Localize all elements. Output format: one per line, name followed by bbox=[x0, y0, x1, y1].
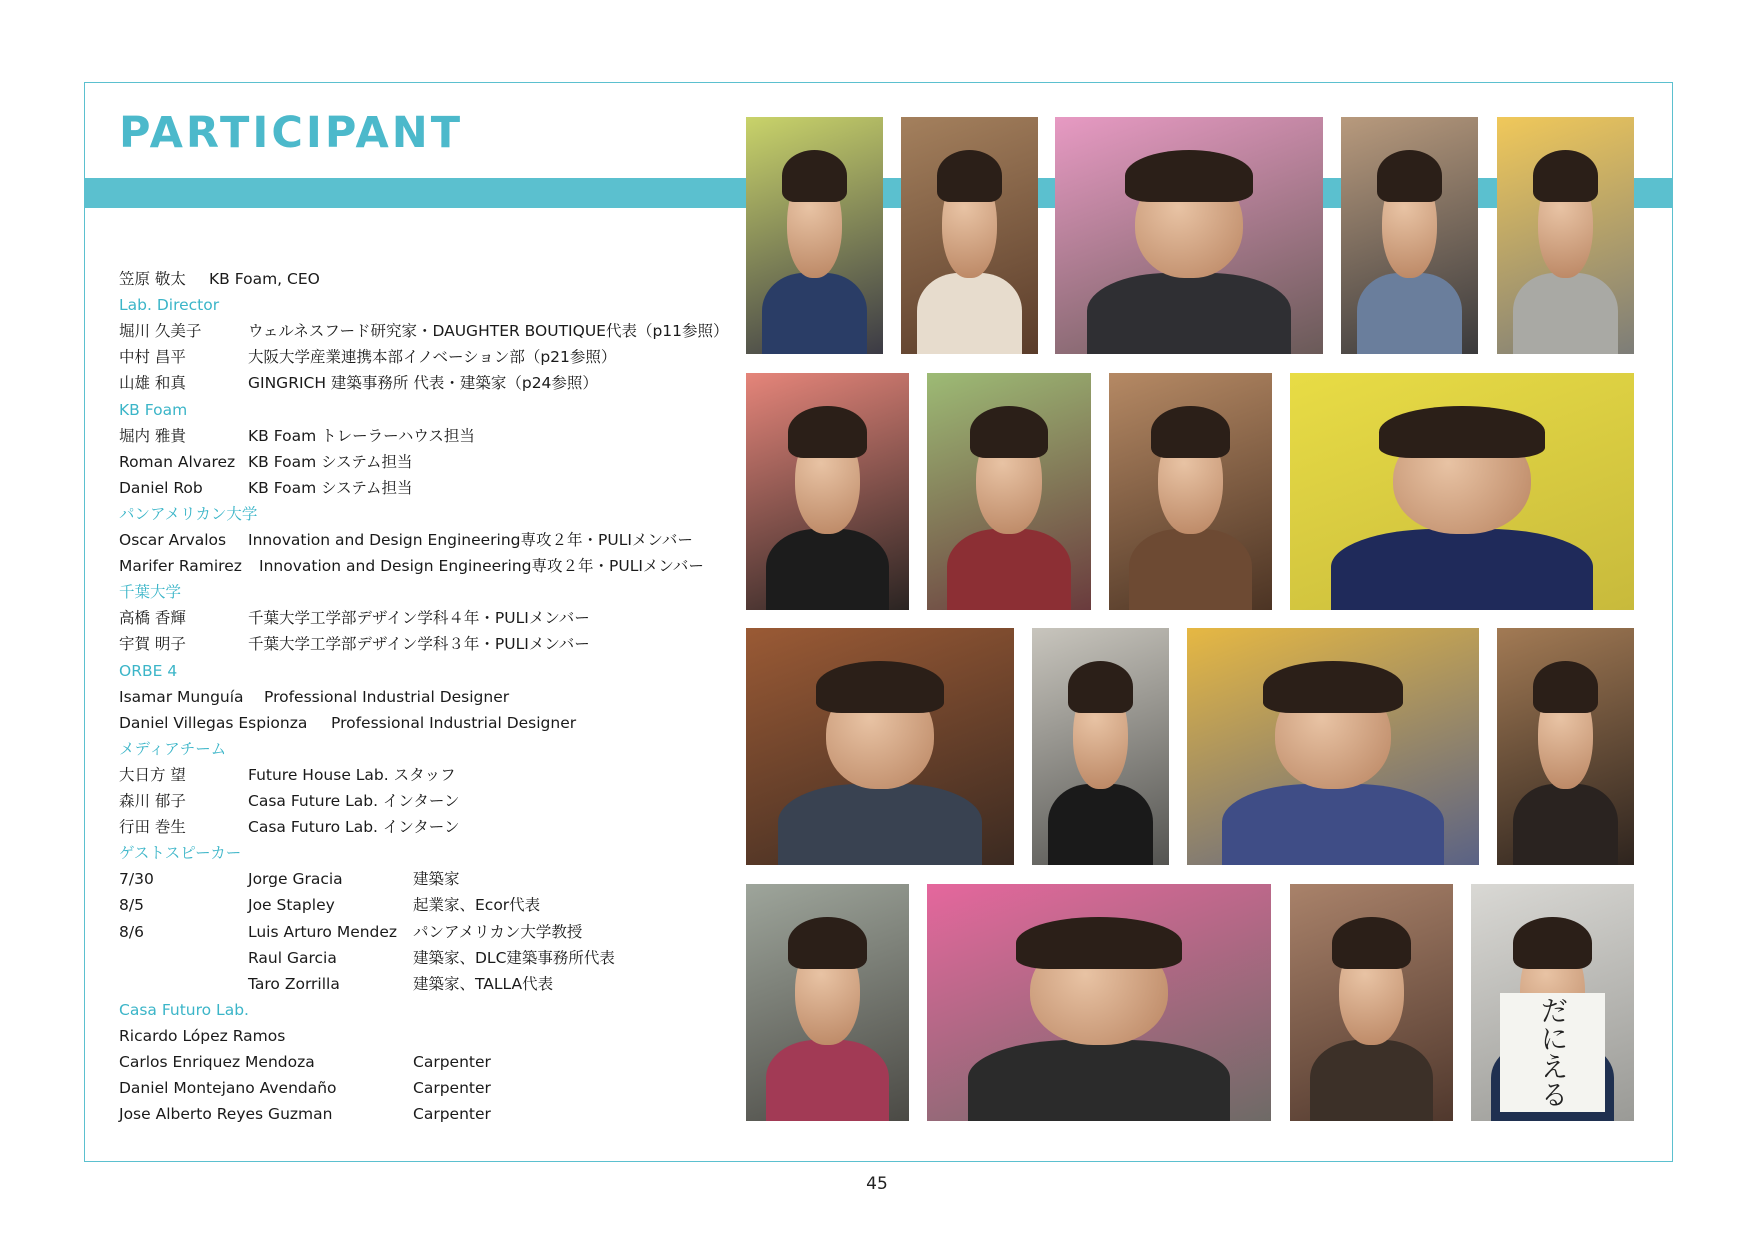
participant-note: 建築家、TALLA代表 bbox=[413, 974, 554, 993]
photo bbox=[1032, 628, 1169, 865]
participant-role: 千葉大学工学部デザイン学科３年・PULIメンバー bbox=[248, 635, 590, 654]
participant-name: 森川 郁子 bbox=[119, 792, 186, 810]
participant-name: Daniel Montejano Avendaño bbox=[119, 1079, 337, 1098]
photo bbox=[901, 117, 1038, 354]
participant-role: Casa Future Lab. インターン bbox=[248, 792, 460, 810]
participant-role: KB Foam トレーラーハウス担当 bbox=[248, 426, 475, 445]
participant-name: 中村 昌平 bbox=[119, 348, 186, 367]
participant-name: Casa Futuro Lab. bbox=[119, 1000, 249, 1019]
participant-name: ゲストスピーカー bbox=[119, 844, 242, 863]
participant-role: Raul Garcia bbox=[248, 948, 337, 967]
page-title: PARTICIPANT bbox=[119, 108, 464, 158]
participant-name: Daniel Villegas Espionza bbox=[119, 713, 308, 732]
participant-name: Carlos Enriquez Mendoza bbox=[119, 1053, 315, 1071]
participant-role: Professional Industrial Designer bbox=[264, 687, 510, 706]
photo bbox=[1341, 117, 1478, 354]
photo bbox=[927, 373, 1091, 610]
participant-name: 大日方 望 bbox=[119, 765, 186, 784]
participant-note: Carpenter bbox=[413, 1105, 491, 1124]
participant-name: 行田 巻生 bbox=[119, 818, 186, 837]
participant-name: 高橋 香輝 bbox=[119, 609, 186, 628]
participant-role: Future House Lab. スタッフ bbox=[248, 765, 456, 784]
participant-name: 笠原 敬太 bbox=[119, 270, 186, 288]
photo bbox=[1109, 373, 1272, 610]
participant-role: Innovation and Design Engineering専攻２年・PULIメンバー bbox=[259, 557, 704, 576]
participant-name: パンアメリカン大学 bbox=[119, 504, 258, 523]
participant-note: 起業家、Ecor代表 bbox=[413, 896, 541, 915]
participant-role: 千葉大学工学部デザイン学科４年・PULIメンバー bbox=[248, 609, 590, 628]
participant-name: Marifer Ramirez bbox=[119, 557, 242, 576]
participant-name: 8/6 bbox=[119, 922, 144, 941]
participant-name: ORBE 4 bbox=[119, 661, 178, 680]
participant-role: ウェルネスフード研究家・DAUGHTER BOUTIQUE代表（p11参照） bbox=[248, 322, 729, 341]
photo bbox=[1497, 117, 1634, 354]
participant-role: Joe Stapley bbox=[248, 896, 335, 915]
participant-name: 堀川 久美子 bbox=[119, 322, 202, 341]
participant-name: KB Foam bbox=[119, 400, 188, 419]
participant-role: KB Foam システム担当 bbox=[248, 478, 413, 497]
participant-name: 堀内 雅貴 bbox=[119, 426, 186, 445]
participant-name: 8/5 bbox=[119, 896, 144, 915]
participant-name: メディアチーム bbox=[119, 739, 227, 758]
photo bbox=[1471, 884, 1634, 1121]
photo bbox=[927, 884, 1271, 1121]
participant-note: 建築家 bbox=[413, 870, 460, 889]
participant-name: 7/30 bbox=[119, 870, 154, 889]
participant-note: Carpenter bbox=[413, 1053, 491, 1071]
photo bbox=[746, 884, 909, 1121]
participant-role: KB Foam, CEO bbox=[209, 270, 320, 288]
participant-note: パンアメリカン大学教授 bbox=[413, 922, 583, 941]
photo bbox=[746, 373, 909, 610]
photo bbox=[1055, 117, 1323, 354]
participant-name: Oscar Arvalos bbox=[119, 531, 227, 549]
participant-role: Jorge Gracia bbox=[248, 870, 343, 889]
participant-role: 大阪大学産業連携本部イノベーション部（p21参照） bbox=[248, 348, 617, 367]
photo bbox=[746, 117, 883, 354]
participant-role: Casa Futuro Lab. インターン bbox=[248, 818, 460, 837]
participant-role: Professional Industrial Designer bbox=[331, 713, 577, 732]
photo bbox=[1497, 628, 1634, 865]
participant-note: Carpenter bbox=[413, 1079, 491, 1098]
participant-role: Innovation and Design Engineering専攻２年・PULIメンバー bbox=[248, 531, 693, 549]
participant-role: GINGRICH 建築事務所 代表・建築家（p24参照） bbox=[248, 374, 598, 393]
handwritten-sign: だにえる bbox=[1500, 993, 1604, 1112]
participant-role: KB Foam システム担当 bbox=[248, 452, 413, 471]
participant-name: Isamar Munguía bbox=[119, 687, 244, 706]
participant-name: Ricardo López Ramos bbox=[119, 1026, 286, 1045]
participant-note: 建築家、DLC建築事務所代表 bbox=[413, 948, 615, 967]
participant-name: Roman Alvarez bbox=[119, 452, 236, 471]
participant-name: Lab. Director bbox=[119, 296, 220, 315]
participant-name: Daniel Rob bbox=[119, 478, 203, 497]
participant-name: 山雄 和真 bbox=[119, 374, 186, 393]
photo bbox=[1187, 628, 1479, 865]
participant-name: 千葉大学 bbox=[119, 583, 182, 602]
participant-role: Taro Zorrilla bbox=[248, 974, 340, 993]
participant-name: Jose Alberto Reyes Guzman bbox=[119, 1105, 333, 1124]
participant-role: Luis Arturo Mendez bbox=[248, 922, 398, 941]
participant-name: 宇賀 明子 bbox=[119, 635, 186, 654]
photo bbox=[1290, 884, 1453, 1121]
photo bbox=[746, 628, 1014, 865]
page-number: 45 bbox=[866, 1174, 888, 1194]
photo bbox=[1290, 373, 1634, 610]
